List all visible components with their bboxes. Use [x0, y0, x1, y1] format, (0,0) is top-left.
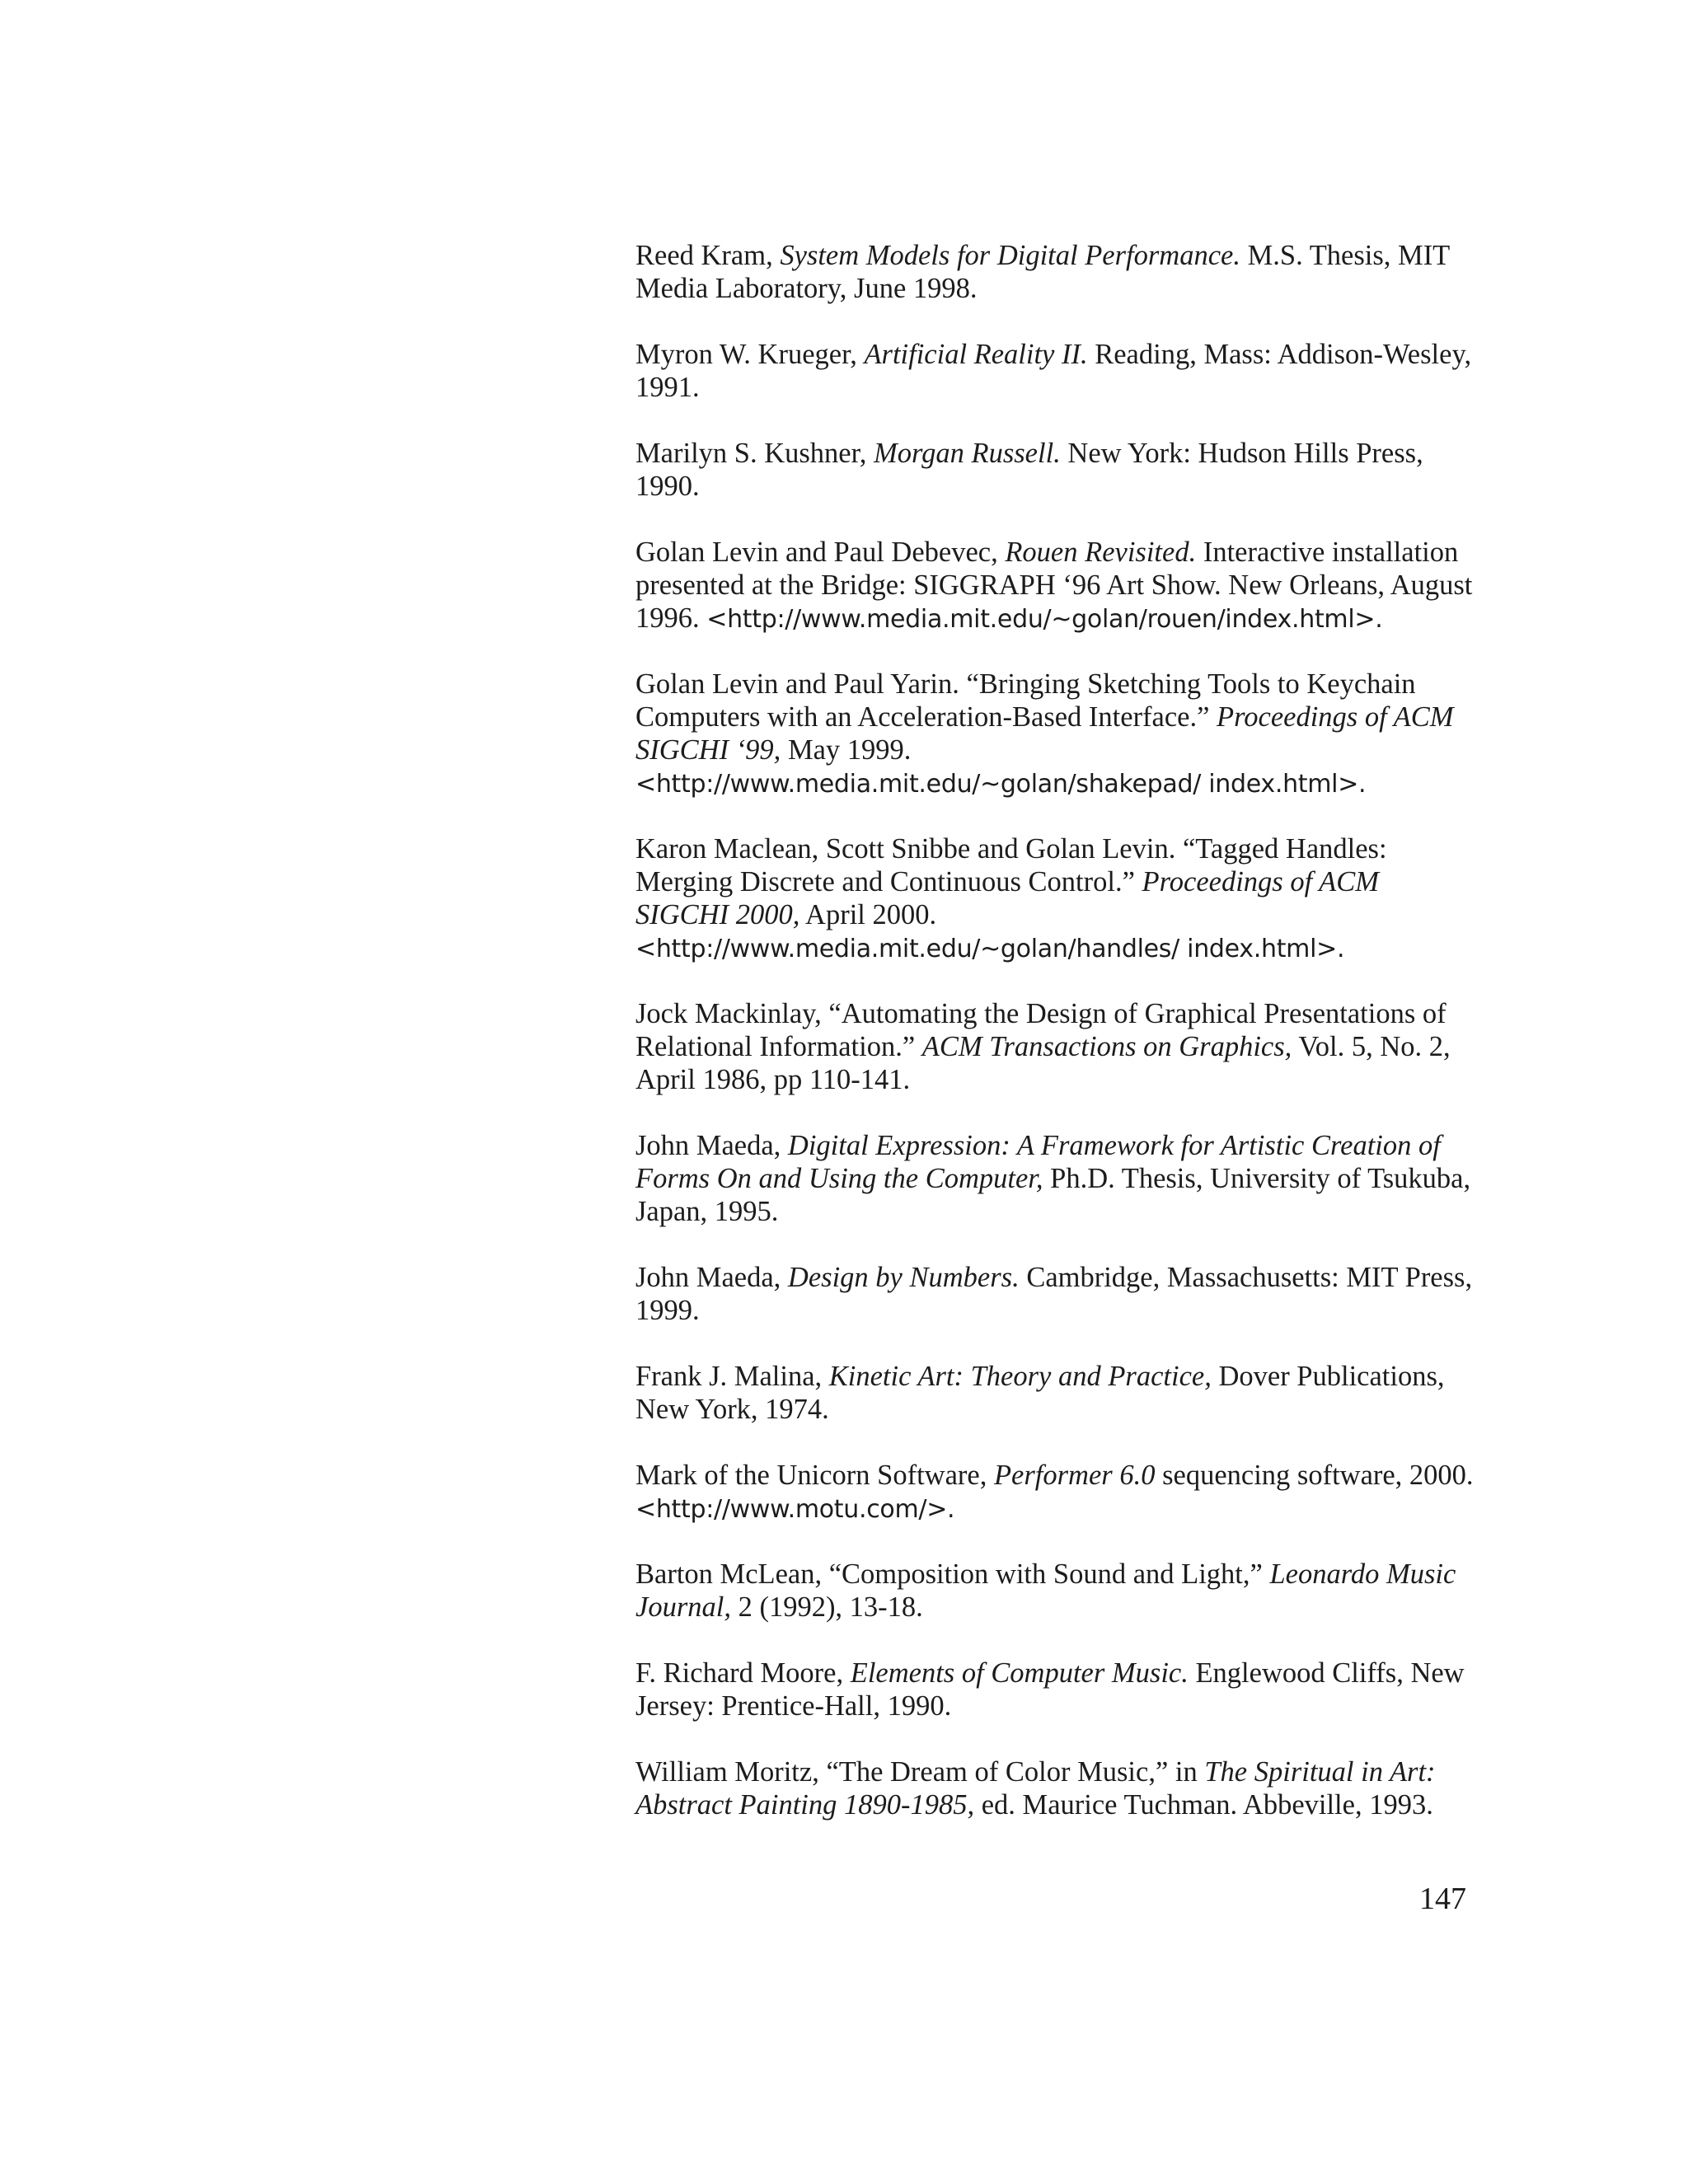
reference-entry [635, 437, 1476, 504]
reference-authors: John Maeda, [635, 1130, 788, 1161]
reference-authors: Golan Levin and Paul Yarin. “Bringing Sketching Tools to Keychain Computers with an Acceleration-Based Interface.” [635, 668, 1416, 733]
reference-entry [635, 1755, 1476, 1823]
reference-title: System Models for Digital Performance. [780, 240, 1240, 271]
reference-entry [635, 536, 1476, 636]
reference-authors: Barton McLean, “Composition with Sound and Light,” [635, 1558, 1270, 1590]
reference-entry [635, 1558, 1476, 1625]
reference-authors: Marilyn S. Kushner, [635, 438, 874, 469]
reference-authors: Golan Levin and Paul Debevec, [635, 537, 1006, 568]
reference-authors: F. Richard Moore, [635, 1657, 851, 1689]
reference-details: 2 (1992), 13-18. [730, 1591, 923, 1623]
page-number: 147 [1419, 1882, 1466, 1916]
reference-title: The Spiritual in Art: Abstract Painting 1890-1985, [635, 1756, 1436, 1821]
reference-title: Rouen Revisited. [1005, 537, 1197, 568]
reference-title: ACM Transactions on Graphics, [921, 1031, 1292, 1062]
reference-title: Proceedings of ACM SIGCHI 2000, [635, 866, 1379, 930]
reference-authors: Mark of the Unicorn Software, [635, 1460, 994, 1491]
reference-details: Dover Publications, New York, 1974. [635, 1361, 1445, 1425]
bibliography-list [635, 239, 1476, 1854]
reference-entry [635, 1360, 1476, 1427]
reference-details: Reading, Mass: Addison-Wesley, 1991. [635, 339, 1472, 403]
reference-url[interactable]: <http://www.media.mit.edu/~golan/shakepad/ index.html>. [635, 770, 1367, 799]
reference-entry [635, 668, 1476, 801]
reference-authors: Frank J. Malina, [635, 1361, 829, 1392]
reference-details: Vol. 5, No. 2, April 1986, pp 110-141. [635, 1031, 1451, 1095]
reference-entry [635, 1657, 1476, 1724]
reference-url[interactable]: <http://www.motu.com/>. [635, 1495, 955, 1524]
reference-title: Digital Expression: A Framework for Artistic Creation of Forms On and Using the Computer, [635, 1130, 1441, 1194]
reference-authors: John Maeda, [635, 1262, 788, 1293]
reference-authors: William Moritz, “The Dream of Color Music,” in [635, 1756, 1205, 1788]
reference-entry [635, 832, 1476, 966]
reference-entry [635, 1261, 1476, 1329]
reference-title: Morgan Russell. [873, 438, 1061, 469]
reference-details: ed. Maurice Tuchman. Abbeville, 1993. [974, 1789, 1433, 1821]
reference-details: May 1999. [781, 734, 912, 766]
reference-details: Cambridge, Massachusetts: MIT Press, 1999. [635, 1262, 1473, 1326]
reference-details: sequencing software, 2000. [1155, 1460, 1474, 1491]
reference-details: New York: Hudson Hills Press, 1990. [635, 438, 1423, 502]
reference-entry [635, 1129, 1476, 1230]
reference-details: Ph.D. Thesis, University of Tsukuba, Japan, 1995. [635, 1163, 1471, 1227]
reference-authors: Myron W. Krueger, [635, 339, 865, 370]
reference-title: Elements of Computer Music. [850, 1657, 1189, 1689]
reference-entry [635, 239, 1476, 307]
reference-title: Design by Numbers. [787, 1262, 1020, 1293]
reference-details: M.S. Thesis, MIT Media Laboratory, June 1998. [635, 240, 1450, 304]
reference-url[interactable]: <http://www.media.mit.edu/~golan/handles/ index.html>. [635, 935, 1345, 963]
reference-details: Interactive installation presented at the Bridge: SIGGRAPH ‘96 Art Show. New Orleans, August 1996. [635, 537, 1473, 634]
reference-title: Artificial Reality II. [864, 339, 1088, 370]
reference-title: Proceedings of ACM SIGCHI ‘99, [635, 701, 1454, 766]
reference-details: Englewood Cliffs, New Jersey: Prentice-Hall, 1990. [635, 1657, 1465, 1722]
reference-authors: Reed Kram, [635, 240, 781, 271]
reference-authors: Karon Maclean, Scott Snibbe and Golan Levin. “Tagged Handles: Merging Discrete and Continuous Control.” [635, 833, 1387, 898]
reference-entry [635, 338, 1476, 405]
reference-title: Leonardo Music Journal, [635, 1558, 1456, 1623]
reference-title: Performer 6.0 [993, 1460, 1156, 1491]
reference-details: April 2000. [799, 899, 937, 930]
reference-entry [635, 997, 1476, 1098]
reference-entry [635, 1459, 1476, 1526]
reference-authors: Jock Mackinlay, “Automating the Design of Graphical Presentations of Relational Information.” [635, 998, 1447, 1062]
reference-url[interactable]: <http://www.media.mit.edu/~golan/rouen/index.html>. [706, 605, 1383, 634]
reference-title: Kinetic Art: Theory and Practice, [828, 1361, 1212, 1392]
